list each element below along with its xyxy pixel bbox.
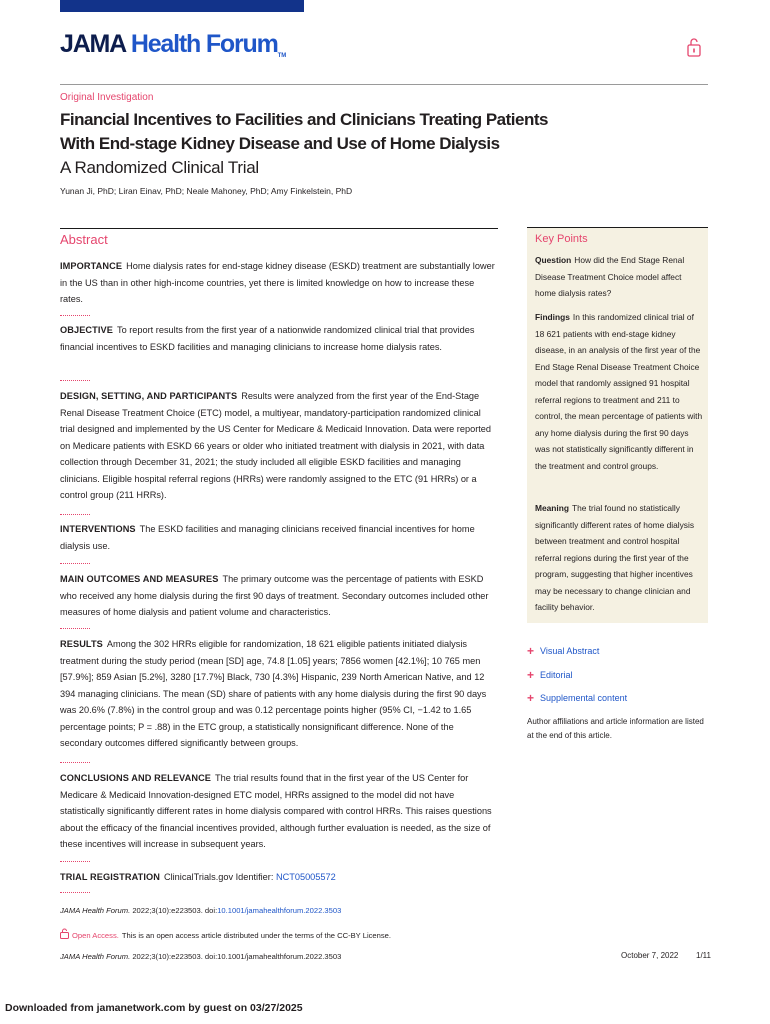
editorial-label: Editorial bbox=[540, 670, 573, 680]
key-points-question bbox=[535, 252, 703, 302]
section-separator bbox=[60, 892, 90, 893]
trial-id-link[interactable]: NCT05005572 bbox=[275, 872, 336, 882]
kp-text: In this randomized clinical trial of 18 621 patients with end-stage kidney disease, in an analysis of the first year of the End Stage Renal Disease Treatment Choice model that randomly assigned 91 hospital referral regions to treatment and 211 to control, the mean percentage of patients with any home dialysis during the first 90 days was not statistically significantly different in the treatment and control groups. bbox=[535, 312, 703, 471]
title-line-1: Financial Incentives to Facilities and Clinicians Treating Patients bbox=[60, 110, 548, 129]
abstract-divider bbox=[60, 228, 498, 229]
section-head: DESIGN, SETTING, AND PARTICIPANTS bbox=[60, 391, 238, 401]
abstract-registration bbox=[60, 869, 498, 886]
section-separator bbox=[60, 762, 90, 763]
lock-open-icon bbox=[60, 928, 69, 939]
abstract-objective bbox=[60, 322, 498, 355]
doi-link[interactable]: 10.1001/jamahealthforum.2022.3503 bbox=[217, 906, 342, 915]
section-text: The primary outcome was the percentage of patients with ESKD who received any home dialysis during the first 90 days of treatment. Secondary outcomes included other measures of home dialysis and patient volume and characteristics. bbox=[60, 574, 489, 617]
section-head: TRIAL REGISTRATION bbox=[60, 872, 160, 882]
section-text: ClinicalTrials.gov Identifier: bbox=[163, 872, 276, 882]
section-text: Among the 302 HRRs eligible for randomization, 18 621 eligible patients initiated dialysis treatment during the study period (mean [SD] age, 74.8 [1.05] years; 7856 women [42.1%]; 10 765 men [57.9%]; 859 Asian [5.2%], 3280 [17.7%] Black, 730 [4.3%] Hispanic, 239 North American Native, and 12 394 managing clinicians. The mean (SD) share of patients with any home dialysis during the first 90 days was 20.6% (7.8%) in the control group and was 0.12 percentage points higher (95% CI, −1.42 to 1.65 percentage points; P = .88) in the ETC group, a statistically nonsignificant difference. None of the secondary outcomes differed significantly between groups. bbox=[60, 639, 487, 748]
download-notice: Downloaded from jamanetwork.com by guest on 03/27/2025 bbox=[5, 1002, 303, 1014]
abstract-results bbox=[60, 636, 498, 752]
author-list: Yunan Ji, PhD; Liran Einav, PhD; Neale Mahoney, PhD; Amy Finkelstein, PhD bbox=[60, 186, 353, 196]
kp-text: How did the End Stage Renal Disease Treatment Choice model affect home dialysis rates? bbox=[535, 255, 685, 298]
article-subtitle: A Randomized Clinical Trial bbox=[60, 158, 259, 177]
section-head: IMPORTANCE bbox=[60, 261, 123, 271]
section-head: MAIN OUTCOMES AND MEASURES bbox=[60, 574, 219, 584]
section-separator bbox=[60, 628, 90, 629]
brand-journal: Health Forum bbox=[130, 30, 278, 58]
section-text: Home dialysis rates for end-stage kidney disease (ESKD) treatment are substantially lower in the US than in other high-income countries, yet there is limited knowledge on how to increase these rates. bbox=[60, 261, 495, 304]
lock-open-icon bbox=[687, 37, 701, 57]
journal-logo[interactable] bbox=[60, 30, 286, 59]
section-text: To report results from the first year of a nationwide randomized clinical trial that provides financial incentives to ESKD facilities and managing clinicians to increase home dialysis rates. bbox=[60, 325, 475, 352]
abstract-heading: Abstract bbox=[60, 232, 108, 247]
section-separator bbox=[60, 563, 90, 564]
plus-icon: + bbox=[527, 691, 535, 705]
supplemental-link[interactable] bbox=[527, 690, 627, 704]
section-separator bbox=[60, 315, 90, 316]
section-head: OBJECTIVE bbox=[60, 325, 113, 335]
open-access-label[interactable]: Open Access. bbox=[72, 931, 119, 940]
section-text: Results were analyzed from the first year of the End-Stage Renal Disease Treatment Choice (ETC) model, a multiyear, mandatory-participation randomized clinical trial designed and implemented by the US Center for Medicare & Medicaid Innovation. Data were reported on Medicare patients with ESKD 66 years or older who initiated treatment with dialysis in 2021, with data collection through December 31, 2021; the study included all eligible ESKD facilities and managing clinicians. Eligible hospital referral regions (HRRs) were randomly assigned to the ETC (91 HRRs) or a control group (211 HRRs). bbox=[60, 391, 492, 500]
footer-citation bbox=[60, 952, 341, 961]
citation-journal: JAMA Health Forum. bbox=[60, 906, 131, 915]
key-points-title: Key Points bbox=[535, 233, 588, 245]
open-access-text: This is an open access article distributed under the terms of the CC-BY License. bbox=[121, 931, 392, 940]
article-title bbox=[60, 108, 620, 180]
supplemental-label: Supplemental content bbox=[540, 693, 628, 703]
page-number: 1/11 bbox=[696, 951, 711, 960]
visual-abstract-label: Visual Abstract bbox=[540, 646, 600, 656]
kp-text: The trial found no statistically significantly different rates of home dialysis between treatment and control hospital referral regions during the first year of the program, suggesting that higher incentives may be necessary to change clinician and facility behavior. bbox=[535, 503, 695, 612]
section-head: RESULTS bbox=[60, 639, 103, 649]
section-separator bbox=[60, 861, 90, 862]
section-separator bbox=[60, 514, 90, 515]
key-points-meaning bbox=[535, 500, 703, 616]
brand-top-bar bbox=[60, 0, 304, 12]
abstract-conclusions bbox=[60, 770, 498, 853]
header-divider bbox=[60, 84, 708, 85]
section-text: The ESKD facilities and managing clinicians received financial incentives for home dialysis use. bbox=[60, 524, 475, 551]
kp-head: Meaning bbox=[535, 503, 569, 513]
abstract-interventions bbox=[60, 521, 498, 554]
abstract-outcomes bbox=[60, 571, 498, 621]
visual-abstract-link[interactable] bbox=[527, 643, 599, 657]
abstract-importance bbox=[60, 258, 498, 308]
brand-org: JAMA bbox=[60, 30, 126, 58]
plus-icon: + bbox=[527, 644, 535, 658]
editorial-link[interactable] bbox=[527, 667, 573, 681]
title-line-2: With End-stage Kidney Disease and Use of Home Dialysis bbox=[60, 134, 500, 153]
open-access-notice bbox=[60, 928, 391, 940]
kp-head: Question bbox=[535, 255, 572, 265]
publication-date: October 7, 2022 bbox=[621, 951, 679, 960]
brand-tm: TM bbox=[277, 53, 287, 59]
section-separator bbox=[60, 380, 90, 381]
footer-ref: 2022;3(10):e223503. doi:10.1001/jamahealthforum.2022.3503 bbox=[130, 952, 342, 961]
key-points-findings bbox=[535, 309, 703, 474]
section-head: INTERVENTIONS bbox=[60, 524, 136, 534]
kp-head: Findings bbox=[535, 312, 570, 322]
section-head: CONCLUSIONS AND RELEVANCE bbox=[60, 773, 212, 783]
footer-journal: JAMA Health Forum. bbox=[60, 952, 131, 961]
citation-ref: 2022;3(10):e223503. doi: bbox=[130, 906, 218, 915]
section-text: The trial results found that in the first year of the US Center for Medicare & Medicaid Innovation-designed ETC model, HRRs assigned to the model did not have statistically significantly different rates in home dialysis compared with control HRRs. This raises questions about the efficacy of the financial incentives provided, although further evaluation is needed, as the size of these incentives will increase in subsequent years. bbox=[60, 773, 492, 849]
plus-icon: + bbox=[527, 668, 535, 682]
article-type: Original Investigation bbox=[60, 92, 154, 103]
citation-line bbox=[60, 906, 341, 915]
abstract-design bbox=[60, 388, 498, 504]
affiliations-note: Author affiliations and article information are listed at the end of this article. bbox=[527, 717, 704, 740]
